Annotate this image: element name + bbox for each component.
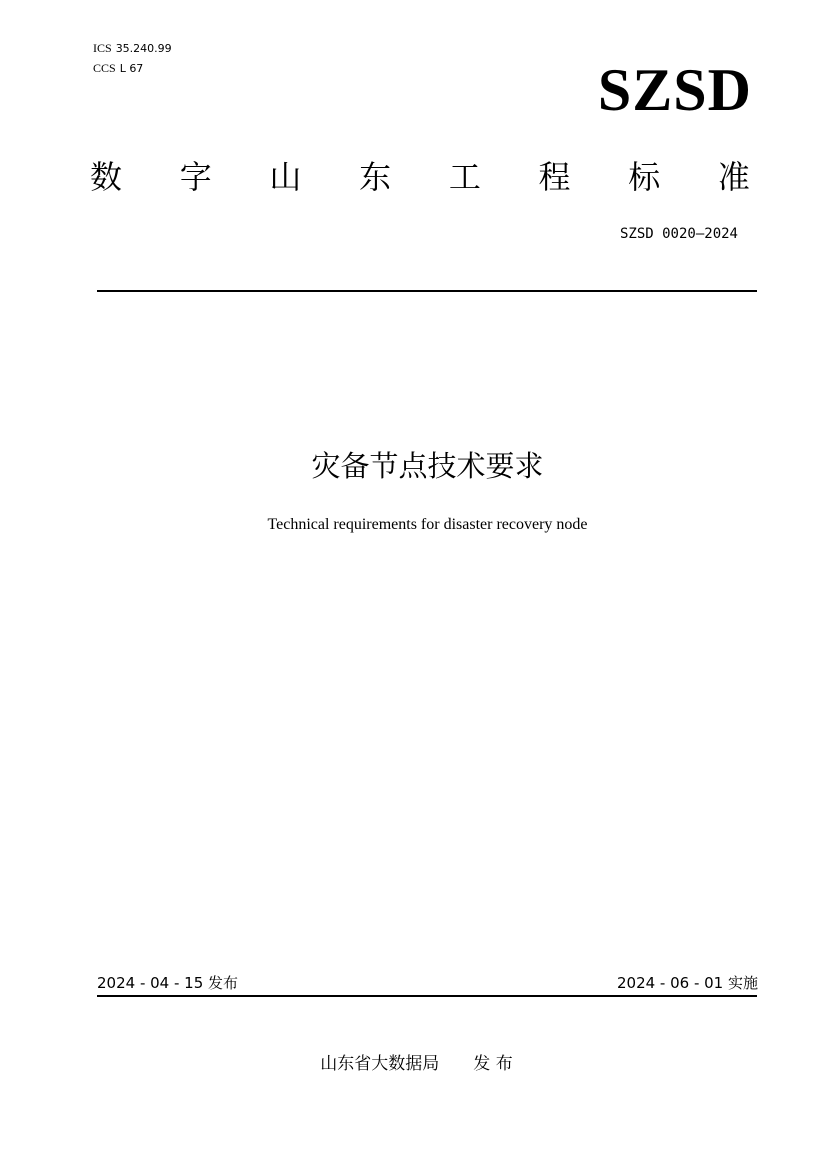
document-title-chinese: 灾备节点技术要求: [311, 449, 544, 483]
ics-label: ICS: [93, 41, 112, 55]
footer-divider: [97, 995, 757, 997]
standard-type-char: 标: [628, 158, 661, 196]
standard-number: SZSD 0020—2024: [619, 226, 738, 242]
standard-type-char: 工: [448, 158, 481, 196]
document-title-english: Technical requirements for disaster recovery node: [267, 516, 588, 533]
publisher-line: [0, 1052, 815, 1076]
ics-value: 35.240.99: [115, 42, 172, 55]
standard-type-char: 字: [179, 158, 212, 196]
implementation-date: 2024 - 06 - 01 实施: [616, 974, 758, 992]
standard-type-heading: [90, 155, 750, 199]
standard-type-char: 准: [717, 158, 750, 196]
standard-type-char: 东: [359, 158, 392, 196]
issue-date: 2024 - 04 - 15 发布: [97, 974, 239, 992]
ccs-label: CCS: [93, 61, 116, 75]
ccs-value: L 67: [119, 62, 144, 75]
ics-code: [93, 41, 172, 56]
standard-type-char: 程: [538, 158, 571, 196]
ccs-code: [93, 61, 143, 76]
standard-logo: SZSD: [597, 57, 752, 123]
publisher-name: 山东省大数据局: [320, 1054, 440, 1074]
standard-type-char: 数: [90, 158, 123, 196]
header-divider: [97, 290, 757, 292]
publisher-action: 发 布: [473, 1054, 513, 1074]
standard-type-char: 山: [269, 158, 302, 196]
